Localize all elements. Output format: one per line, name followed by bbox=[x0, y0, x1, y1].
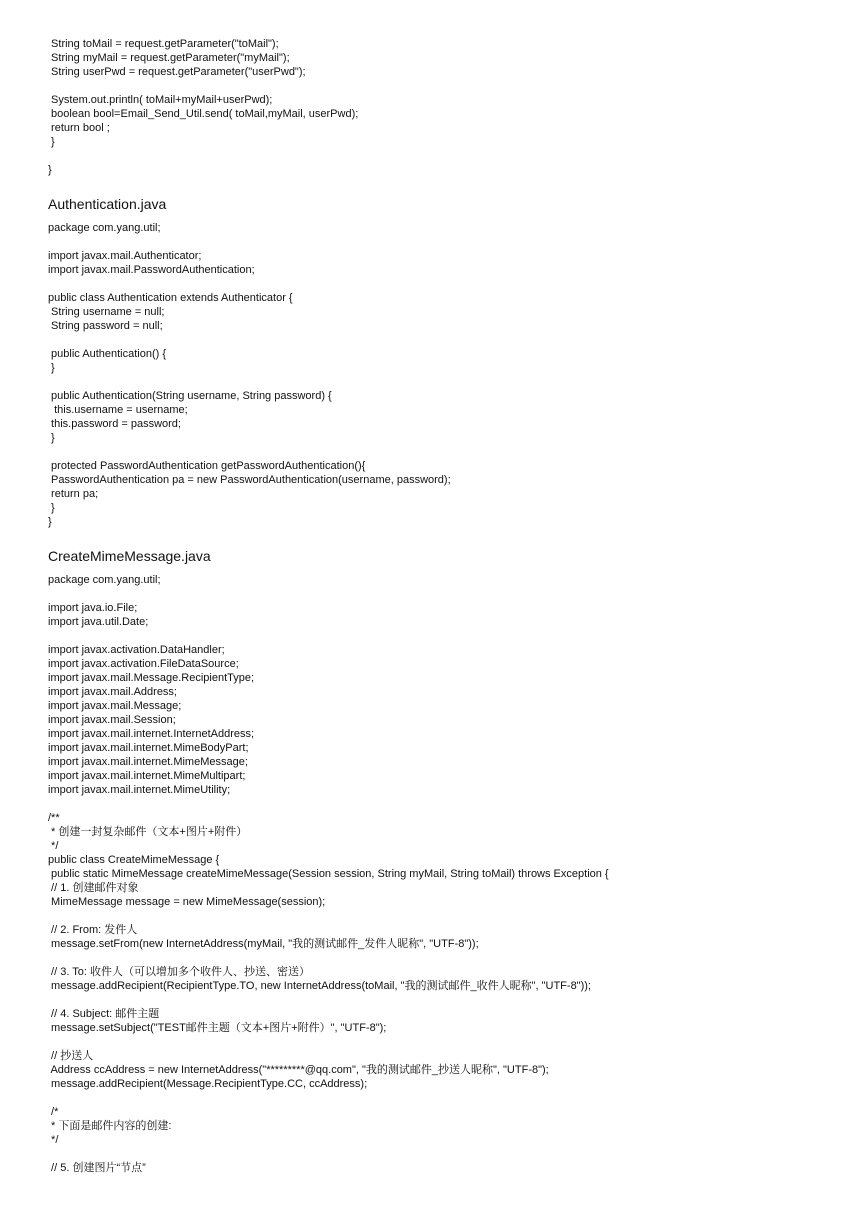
code-line: import javax.mail.PasswordAuthentication; bbox=[48, 264, 255, 276]
code-line: * 创建一封复杂邮件（文本+图片+附件） bbox=[48, 826, 248, 838]
code-line: // 1. 创建邮件对象 bbox=[48, 882, 139, 894]
code-line: } bbox=[48, 164, 52, 176]
code-line: } bbox=[48, 362, 55, 374]
blank-line bbox=[48, 797, 848, 811]
code-line: import javax.mail.internet.MimeMultipart; bbox=[48, 770, 246, 782]
code-line: } bbox=[48, 502, 55, 514]
code-line: String username = null; bbox=[48, 306, 165, 318]
code-line: message.addRecipient(RecipientType.TO, new InternetAddress(toMail, "我的测试邮件_收件人昵称", "UTF-8")); bbox=[48, 980, 591, 992]
code-line: public class CreateMimeMessage { bbox=[48, 854, 220, 866]
code-line: /** bbox=[48, 812, 60, 824]
code-line: * 下面是邮件内容的创建: bbox=[48, 1120, 172, 1132]
code-line: import javax.activation.FileDataSource; bbox=[48, 658, 239, 670]
section-gap bbox=[48, 177, 848, 191]
code-line: */ bbox=[48, 1134, 59, 1146]
blank-line bbox=[48, 587, 848, 601]
code-line: import javax.mail.Session; bbox=[48, 714, 176, 726]
code-line: String userPwd = request.getParameter("userPwd"); bbox=[48, 66, 306, 78]
blank-line bbox=[48, 149, 848, 163]
code-line: MimeMessage message = new MimeMessage(session); bbox=[48, 896, 326, 908]
code-line: import java.util.Date; bbox=[48, 616, 149, 628]
code-line: import javax.mail.internet.MimeUtility; bbox=[48, 784, 231, 796]
blank-line bbox=[48, 1147, 848, 1161]
code-line: import javax.mail.Message.RecipientType; bbox=[48, 672, 255, 684]
blank-line bbox=[48, 993, 848, 1007]
code-line: import javax.mail.internet.MimeMessage; bbox=[48, 756, 248, 768]
blank-line bbox=[48, 1091, 848, 1105]
code-line: public static MimeMessage createMimeMessage(Session session, String myMail, String toMail) throws Exception { bbox=[48, 868, 609, 880]
code-line: package com.yang.util; bbox=[48, 574, 161, 586]
code-line: public class Authentication extends Authenticator { bbox=[48, 292, 293, 304]
code-line: } bbox=[48, 516, 52, 528]
file-heading: CreateMimeMessage.java bbox=[48, 548, 211, 564]
code-line: import javax.mail.Address; bbox=[48, 686, 177, 698]
code-line: String myMail = request.getParameter("myMail"); bbox=[48, 52, 290, 64]
code-line: message.setSubject("TEST邮件主题（文本+图片+附件）", "UTF-8"); bbox=[48, 1022, 387, 1034]
blank-line bbox=[48, 629, 848, 643]
code-line: */ bbox=[48, 840, 59, 852]
code-line: import javax.mail.internet.InternetAddress; bbox=[48, 728, 255, 740]
blank-line bbox=[48, 235, 848, 249]
code-line: // 3. To: 收件人（可以增加多个收件人、抄送、密送） bbox=[48, 966, 310, 978]
code-line: import java.io.File; bbox=[48, 602, 138, 614]
document-page bbox=[48, 37, 848, 1175]
blank-line bbox=[48, 445, 848, 459]
code-line: // 5. 创建图片“节点” bbox=[48, 1162, 146, 1174]
code-line: message.addRecipient(Message.RecipientType.CC, ccAddress); bbox=[48, 1078, 368, 1090]
code-line: return bool ; bbox=[48, 122, 110, 134]
code-line: protected PasswordAuthentication getPasswordAuthentication(){ bbox=[48, 460, 366, 472]
code-line: /* bbox=[48, 1106, 59, 1118]
code-line: public Authentication(String username, String password) { bbox=[48, 390, 332, 402]
code-line: System.out.println( toMail+myMail+userPwd); bbox=[48, 94, 273, 106]
code-line: PasswordAuthentication pa = new PasswordAuthentication(username, password); bbox=[48, 474, 451, 486]
code-line: import javax.activation.DataHandler; bbox=[48, 644, 225, 656]
code-line: public Authentication() { bbox=[48, 348, 167, 360]
code-line: message.setFrom(new InternetAddress(myMail, "我的测试邮件_发件人昵称", "UTF-8")); bbox=[48, 938, 479, 950]
code-line: boolean bool=Email_Send_Util.send( toMail,myMail, userPwd); bbox=[48, 108, 359, 120]
blank-line bbox=[48, 79, 848, 93]
code-line: String toMail = request.getParameter("toMail"); bbox=[48, 38, 279, 50]
blank-line bbox=[48, 909, 848, 923]
code-line: import javax.mail.Authenticator; bbox=[48, 250, 202, 262]
code-line: // 抄送人 bbox=[48, 1050, 94, 1062]
code-line: this.password = password; bbox=[48, 418, 181, 430]
code-line: // 2. From: 发件人 bbox=[48, 924, 138, 936]
code-line: Address ccAddress = new InternetAddress("*********@qq.com", "我的测试邮件_抄送人昵称", "UTF-8"); bbox=[48, 1064, 549, 1076]
blank-line bbox=[48, 333, 848, 347]
code-line: } bbox=[48, 136, 55, 148]
blank-line bbox=[48, 375, 848, 389]
file-heading: Authentication.java bbox=[48, 196, 167, 212]
blank-line bbox=[48, 1035, 848, 1049]
code-line: this.username = username; bbox=[48, 404, 188, 416]
blank-line bbox=[48, 951, 848, 965]
code-line: String password = null; bbox=[48, 320, 163, 332]
code-line: // 4. Subject: 邮件主题 bbox=[48, 1008, 160, 1020]
code-line: import javax.mail.Message; bbox=[48, 700, 182, 712]
code-line: package com.yang.util; bbox=[48, 222, 161, 234]
code-line: import javax.mail.internet.MimeBodyPart; bbox=[48, 742, 249, 754]
code-line: } bbox=[48, 432, 55, 444]
section-gap bbox=[48, 529, 848, 543]
code-line: return pa; bbox=[48, 488, 99, 500]
blank-line bbox=[48, 277, 848, 291]
